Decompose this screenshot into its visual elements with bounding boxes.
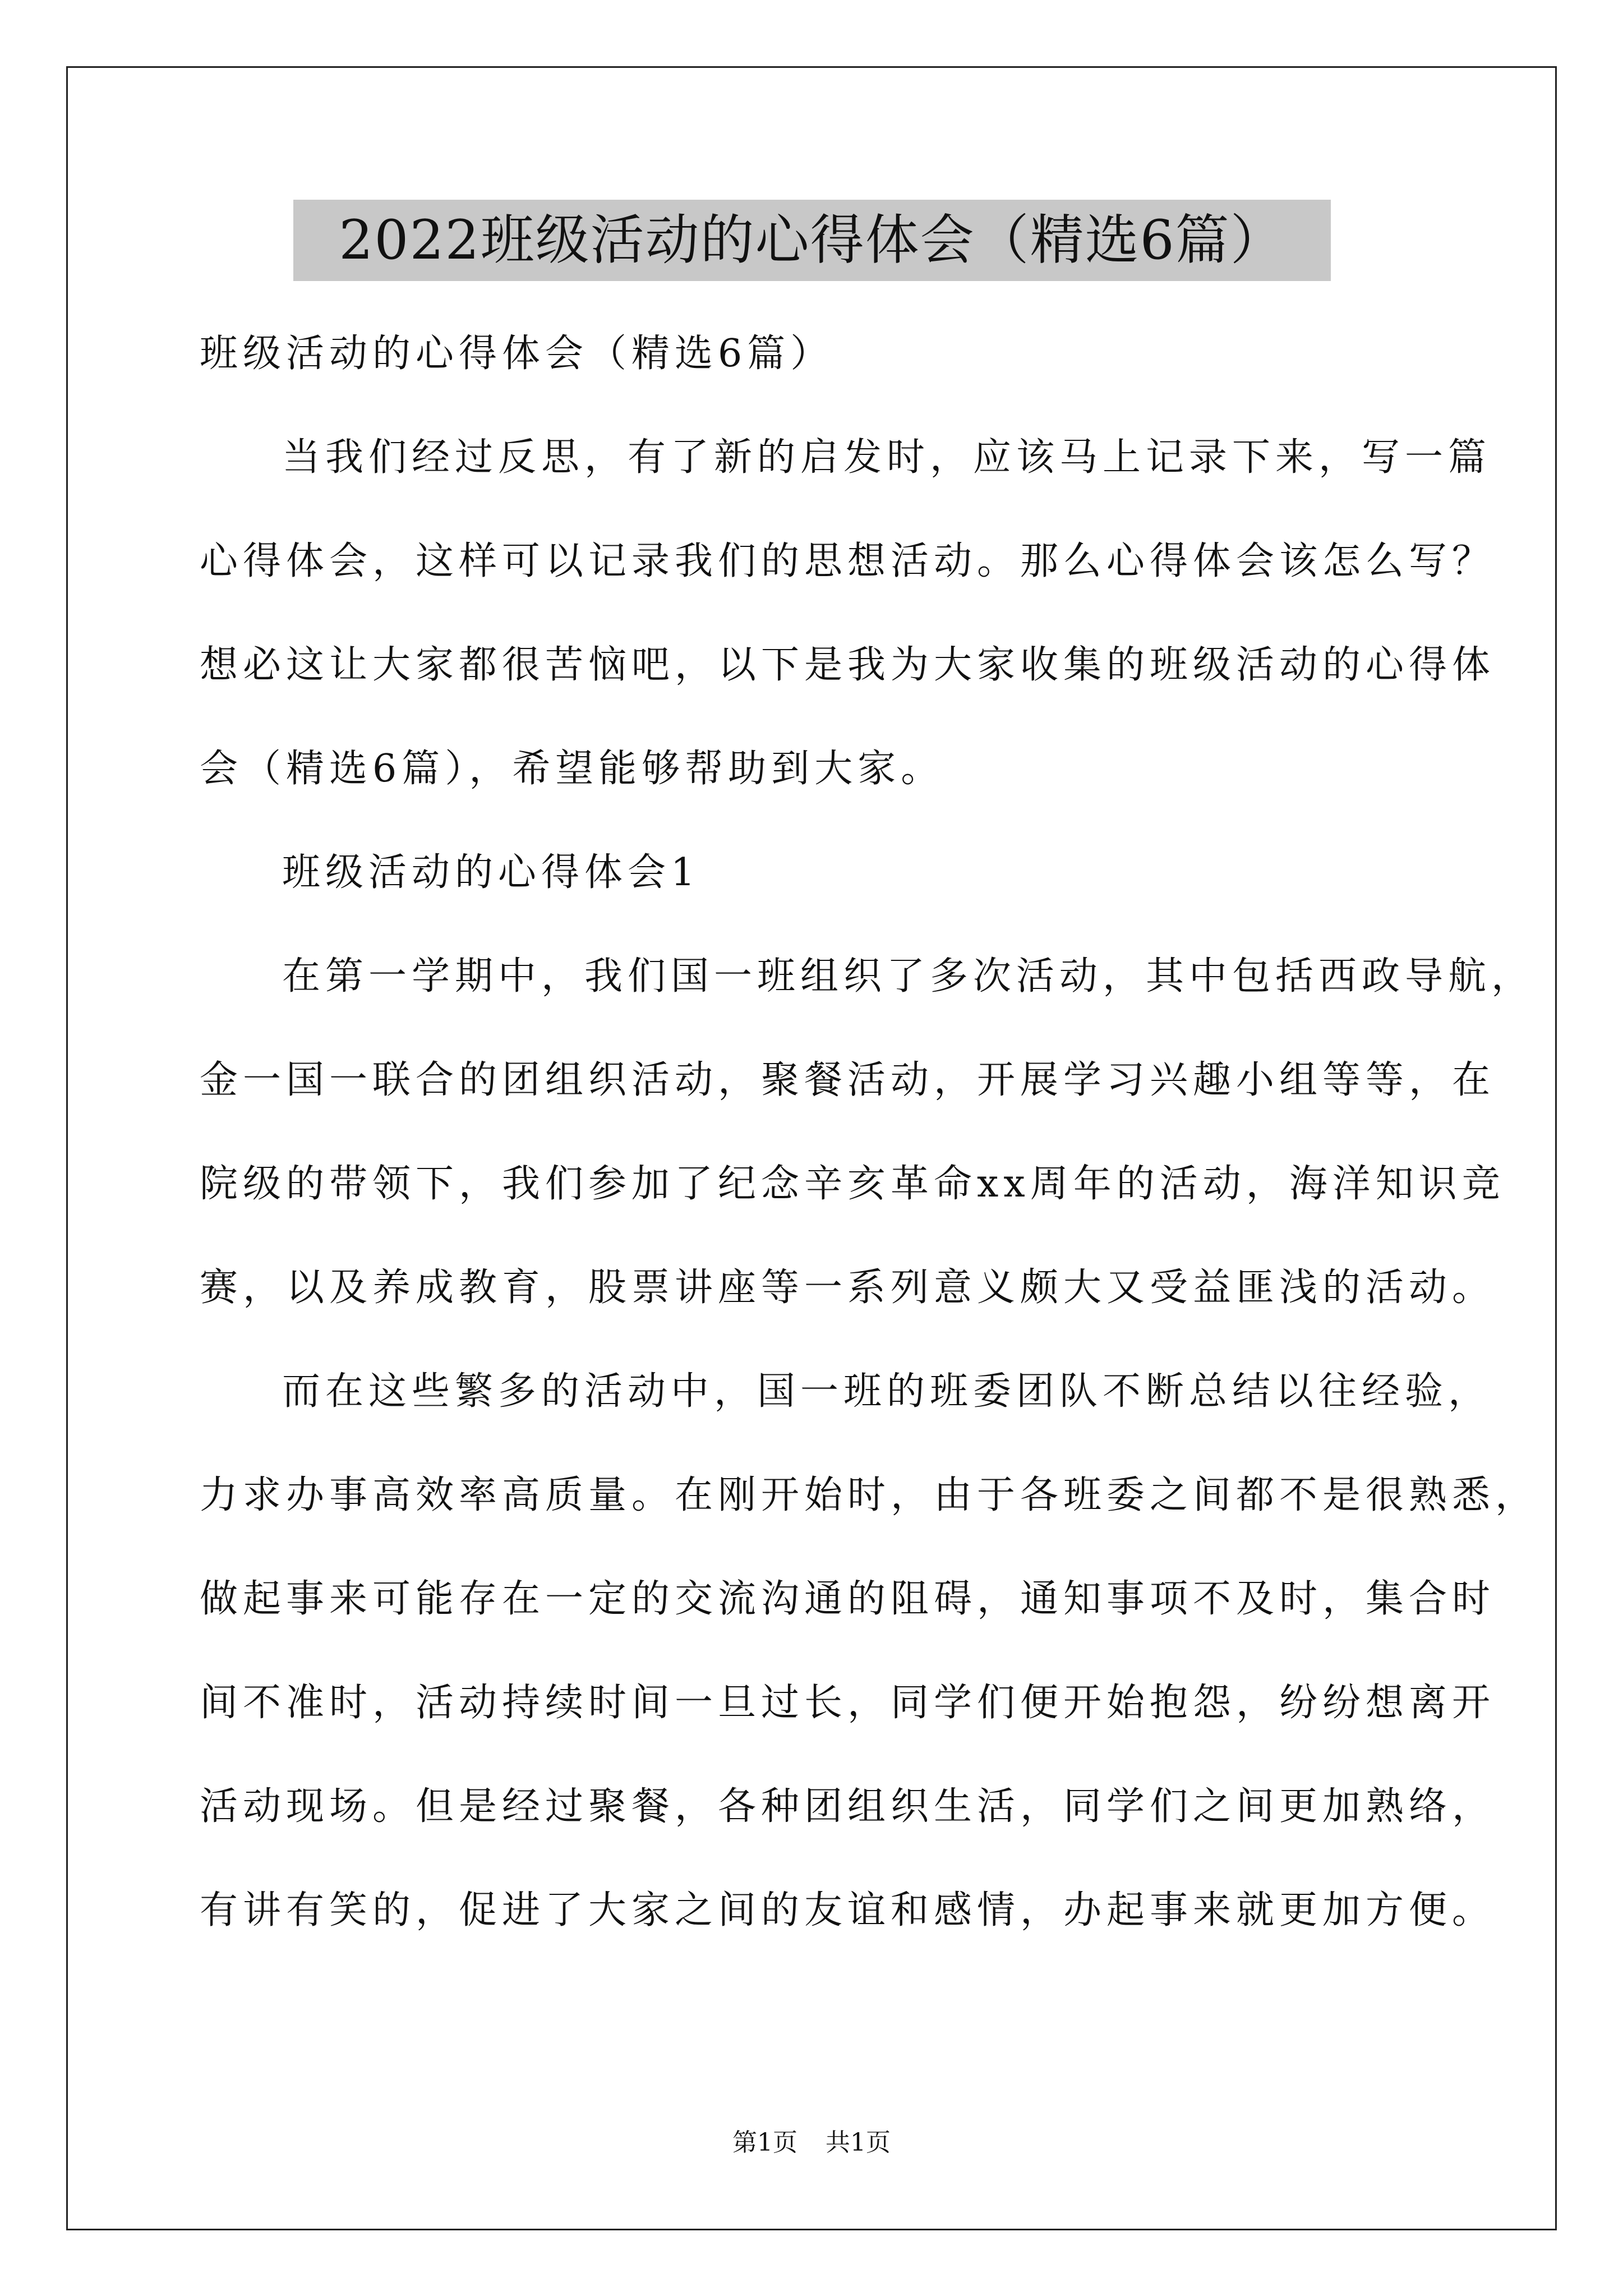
paragraph-line: 间不准时，活动持续时间一旦过长，同学们便开始抱怨，纷纷想离开 — [200, 1681, 1496, 1725]
subtitle-line: 班级活动的心得体会（精选6篇） — [200, 332, 834, 376]
paragraph-line: 金一国一联合的团组织活动，聚餐活动，开展学习兴趣小组等等，在 — [200, 1058, 1496, 1102]
paragraph-line: 想必这让大家都很苦恼吧，以下是我为大家收集的班级活动的心得体 — [200, 643, 1496, 687]
paragraph-line: 有讲有笑的，促进了大家之间的友谊和感情，办起事来就更加方便。 — [200, 1888, 1496, 1932]
section-heading: 班级活动的心得体会1 — [282, 850, 700, 895]
paragraph-line: 在第一学期中，我们国一班组织了多次活动，其中包括西政导航， — [282, 954, 1535, 999]
paragraph-line: 心得体会，这样可以记录我们的思想活动。那么心得体会该怎么写？ — [200, 539, 1496, 583]
paragraph-line: 力求办事高效率高质量。在刚开始时，由于各班委之间都不是很熟悉， — [200, 1473, 1539, 1517]
page-number: 第1页 — [732, 2128, 797, 2157]
paragraph-line: 赛，以及养成教育，股票讲座等一系列意义颇大又受益匪浅的活动。 — [200, 1266, 1496, 1310]
paragraph-line: 而在这些繁多的活动中，国一班的班委团队不断总结以往经验， — [282, 1369, 1492, 1414]
paragraph-line: 活动现场。但是经过聚餐，各种团组织生活，同学们之间更加熟络， — [200, 1784, 1496, 1829]
page-footer — [0, 2126, 1623, 2160]
page-total: 共1页 — [826, 2128, 891, 2157]
paragraph-line: 会（精选6篇），希望能够帮助到大家。 — [200, 747, 944, 791]
paragraph-line: 做起事来可能存在一定的交流沟通的阻碍，通知事项不及时，集合时 — [200, 1577, 1496, 1621]
document-title: 2022班级活动的心得体会（精选6篇） — [293, 200, 1331, 281]
paragraph-line: 院级的带领下，我们参加了纪念辛亥革命xx周年的活动，海洋知识竞 — [200, 1162, 1505, 1206]
paragraph-line: 当我们经过反思，有了新的启发时，应该马上记录下来，写一篇 — [282, 435, 1492, 480]
